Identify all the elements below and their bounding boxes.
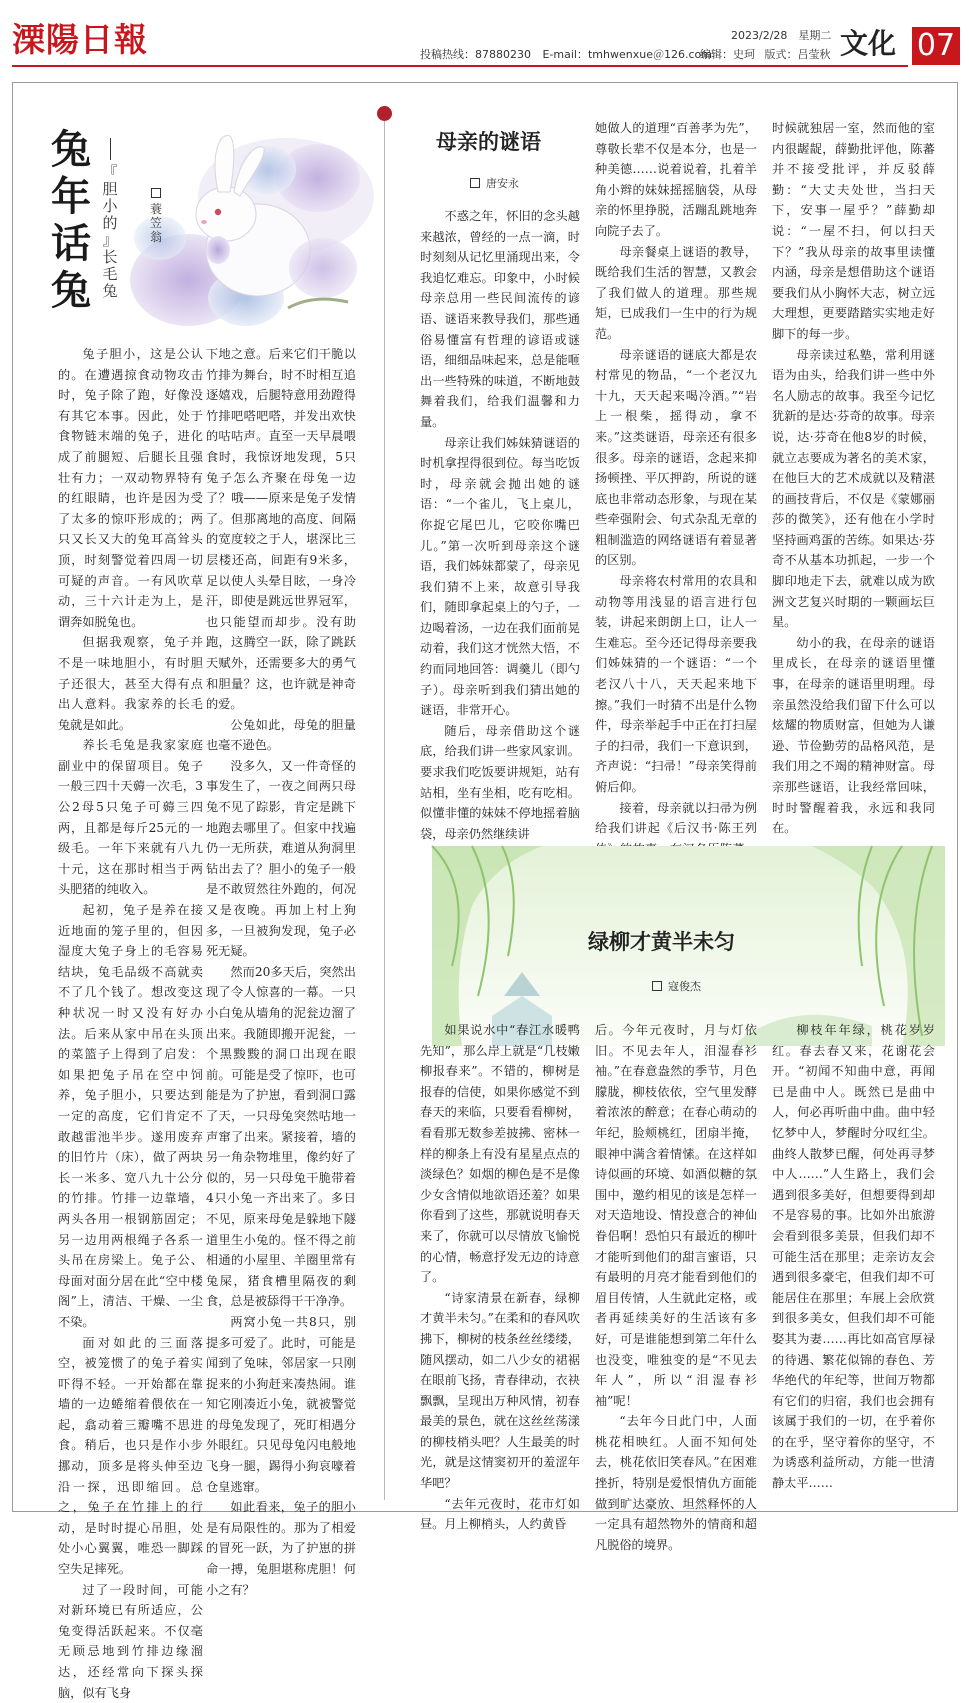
- paragraph: 母亲让我们姊妹猜谜语的时机拿捏得很到位。每当吃饭时，母亲就会抛出她的谜语：“一个雀儿，飞上桌儿，你捉它尾巴儿，它咬你嘴巴儿。”第一次听到母亲这个谜语，我们姊妹都蒙了，母亲见我们猜不上来，故意引导我们，随即拿起桌上的勺子，一边喝着汤，一边在我们面前晃动着，我们这才恍然大悟，不约而同地回答：调羹儿（即勺子）。母亲听到我们猜出她的谜语，非常开心。: [420, 435, 580, 718]
- editor-credits: [700, 46, 831, 62]
- section-name: 文化: [840, 27, 897, 60]
- paragraph: “去年元夜时，花市灯如昼。月上柳梢头，人约黄昏: [420, 1496, 580, 1532]
- article3-column-1: [420, 1020, 580, 1532]
- paragraph: 过了一段时间，可能对新环境已有所适应，公兔变得活跃起来。不仅毫无顾忌地到竹排边缘溜达，还经常向下探头探脑，似有飞身: [58, 1582, 203, 1700]
- paragraph: 接着，母亲就以扫帚为例给我们讲起《后汉书·陈王列: [595, 800, 757, 836]
- article1-column-1: [58, 344, 203, 1700]
- paragraph: 但据我观察，兔子并不是一味地胆小，有时胆子还很大，甚至大得有点出人意料。我家养的长毛兔就是如此。: [58, 635, 203, 732]
- paragraph: 母亲餐桌上谜语的教导，既给我们生活的智慧，又教会了我们做人的道理。那些规矩，已成我们一生中的行为规范。: [595, 244, 757, 341]
- author-name: 唐安永: [486, 177, 519, 190]
- paragraph: “去年今日此门中，人面桃花相映红。人面不知何处去，桃花依旧笑春风。”在困难挫折，特别是爱恨情仇方面能做到旷达豪放、坦然释怀的人一定具有超然物外的情商和超凡脱俗的境界。: [595, 1414, 757, 1552]
- newspaper-name: 溧陽日報: [12, 20, 148, 59]
- author-char: 笠: [149, 216, 162, 230]
- author-char: 蓑: [149, 202, 162, 216]
- article2-column-2: [595, 118, 757, 836]
- paragraph: 后。今年元夜时，月与灯依旧。不见去年人，泪湿春衫袖。”在春意盎然的季节，月色朦胧，柳枝依依，空气里发酵着浓浓的醉意；在春心萌动的年纪，脸颊桃红，团扇半掩，眼神中满含着情愫。在这样如诗似画的环境、如酒似糖的氛围中，邀约相见的该是怎样一对天造地设、情投意合的神仙眷侣啊！恐怕只有最近的柳叶才能听到他们的甜言蜜语，只有最明的月亮才能看到他们的眉目传情，人生就此定格，或者再延续美好的生活该有多好，可是谁能想到第二年什么也没变，唯独变的是“不见去年人”，所以“泪湿春衫袖”呢！: [595, 1023, 757, 1408]
- subtitle-char: 毛: [102, 265, 118, 283]
- author-char: 翁: [149, 230, 162, 244]
- paragraph: 然而20多天后，突然出现了令人惊喜的一幕。一只小白兔从墙角的泥瓮边溜了出来。我随即搬开泥瓮，一个黑黢黢的洞口出现在眼前。可能是受了惊吓，也可能是为了护崽，看到洞口露了天，一只母兔突然咕地一声窜了出来。紧接着，墙的另一角杂物堆里，像约好了似的，另一只母兔干脆带着4只小兔一齐出来了。多日不见，原来母兔是躲地下隧道里生小兔的。怪不得之前相通的小屋里、羊圈里常有兔屎，猪食槽里隔夜的剩食，总是被舔得干干净净。: [206, 964, 356, 1309]
- paragraph: 柳枝年年绿，桃花岁岁红。春去春又来，花谢花会开。“初闻不知曲中意，再闻已是曲中人。既然已是曲中人，何必再听曲中曲。曲中轻忆梦中人，梦醒时分叹红尘。曲终人散梦已醒，何处再寻梦中人……”人生路上，我们会遇到很多美好，但想要得到却不是容易的事。比如外出旅游会看到很多美景，但我们却不可能生活在那里；走亲访友会遇到很多豪宅，但我们却不可能居住在那里；车展上会欣赏到很多美女，但我们却不可能娶其为妻……再比如高官厚禄的待遇、繁花似锦的春色、芳华绝代的年纪等，世间万物都有它们的归宿，我们也会拥有该属于我们的一切，在乎着你的在乎，坚守着你的坚守，不为诱惑利益所动，方能一世清静太平……: [772, 1023, 935, 1491]
- paragraph: 没多久，又一件奇怪的事发生了，一夜之间两只母兔不见了踪影，肯定是跳下地跑去哪里了。但家中找遍仍一无所获，难道从狗洞里钻出去了？胆小的兔子一般是不敢贸然往外跑的，何况又是夜晚。再加上村上狗多，一旦被狗发现，兔子必死无疑。: [206, 758, 356, 959]
- article3-column-2: [595, 1020, 757, 1552]
- issue-date: 2023/2/28 星期二: [731, 29, 832, 42]
- paragraph: 养长毛兔是我家家庭副业中的保留项目。兔子一般三四十天薅一次毛，3公2母5只兔子可薅三四两，且都是每斤25元的一级毛。一年下来就有八九十元，这在那时相当于两头肥猪的纯收入。: [58, 738, 203, 897]
- subtitle-char: 』: [102, 231, 118, 249]
- paragraph: 时候就独居一室，然而他的室内很龌龊，薛勤批评他，陈蕃并不接受批评，并反驳薛勤：“大丈夫处世，当扫天下，安事一屋乎？”薛勤却说：“一屋不扫，何以扫天下？”我从母亲的故事里读懂内涵，母亲是想借助这个谜语要我们从小胸怀大志，树立远大理想，更要踏踏实实地走好脚下的每一步。: [772, 121, 935, 341]
- article-title-rabbit: [46, 126, 96, 314]
- paragraph: 不惑之年，怀旧的念头越来越浓，曾经的一点一滴，时时刻刻从记忆里涌现出来，令我追忆难忘。印象中，小时候母亲总用一些民间流传的谚语、谜语来教导我们，那些通俗易懂富有哲理的谚语或谜语，细细品味起来，总是能咂出一些特殊的味道，不断地鼓舞着我们，给我们温馨和力量。: [420, 209, 580, 429]
- subtitle-char: 胆: [102, 180, 118, 198]
- title-char: 年: [51, 173, 91, 220]
- editor: 编辑：史珂: [700, 48, 755, 61]
- paragraph: 面对如此的三面落空，被笼惯了的兔子着实吓得不轻。一开始都在靠墙的一边蜷缩着偎依在一起，翕动着三瓣嘴不思进食。稍后，也只是作小步挪动，顶多是将头伸至边沿一探，迅即缩回。总之，兔子在竹排上的行动，是时时提心吊胆，处处小心翼翼，唯恐一脚踩空失足摔死。: [58, 1335, 203, 1577]
- byline-box-icon: [470, 178, 480, 188]
- email: E-mail：tmhwenxue＠126.com: [542, 48, 712, 61]
- byline-box-icon: [652, 981, 662, 991]
- paragraph: 两窝小兔一共8只，别提多可爱了。此时，可能是闻到了兔味，邻居家一只刚捉来的小狗赶来凑热闹。谁知它刚凑近小兔，就被警觉的母兔发现了，死盯相遇分外眼红。只见母兔闪电般地飞身一腿，踢得小狗哀嚎着仓皇逃窜。: [206, 1314, 356, 1494]
- byline-willow: [652, 978, 701, 994]
- subtitle-char: 的: [102, 214, 118, 232]
- article2-column-1: [420, 206, 580, 841]
- article-divider: [384, 110, 385, 1500]
- paragraph: 她做人的道理“百善孝为先”，尊敬长辈不仅是本分，也是一种美德……说着说着，扎着羊角小辫的妹妹摇摇脑袋，从母亲的怀里挣脱，活蹦乱跳地奔向院子去了。: [595, 121, 757, 238]
- masthead-rule: [12, 65, 908, 67]
- article3-column-3: [772, 1020, 935, 1504]
- paragraph: 起初，兔子是养在接近地面的笼子里的，但因湿度大兔子身上的毛容易结块，兔毛品级不高就卖不了几个钱了。想改变这种状况一时又没有好办法。后来从家中吊在头顶的菜篮子上得到了启发：如果把兔子吊在空中饲养，兔子胆小，只要达到一定的高度，它们肯定不敢越雷池半步。遂用废弃的旧竹片（床），做了两块长一米多、宽八九十公分的竹排。竹排一边靠墙，两头各用一根钢筋固定；另一边用两根绳子各系一头吊在房梁上。兔子公、母面对面分居在此“空中楼阁”上，清洁、干燥、一尘不染。: [58, 903, 203, 1329]
- paragraph: 兔子胆小，这是公认的。在遭遇掠食动物攻击时，兔子除了跑，好像没有其它本事。因此，处于食物链末端的兔子，进化成了前腿短、后腿长且强壮有力；一双动物界特有的红眼睛，也许是因为受了太多的惊吓形成的；两只又长又大的兔耳高耸头顶，时刻警觉着四周一切可疑的声音。一有风吹草动，三十六计走为上，是谓奔如脱兔也。: [58, 347, 203, 629]
- paragraph: 如此看来，兔子的胆小是有局限性的。那为了相爱的冒死一跃，为了护崽的拼命一搏，兔胆堪称虎胆！何小之有？: [206, 1500, 356, 1597]
- layout-credit: 版式：吕莹秋: [764, 48, 831, 61]
- title-char: 兔: [51, 126, 91, 173]
- subtitle-char: 『: [102, 163, 118, 181]
- paragraph: “诗家清景在新春，绿柳才黄半未匀。”在柔和的春风吹拂下，柳树的枝条丝丝缕缕，随风摆动，如二八少女的裙裾在眼前飞扬，青春律动，衣袂飘飘，呈现出万种风情，初春最美的景色，就在这丝丝荡漾的柳枝梢头吧？人生最美的时光，就是这情窦初开的羞涩年华吧？: [420, 1290, 580, 1491]
- byline-box-icon: [151, 188, 161, 198]
- subtitle-char: 兔: [102, 282, 118, 300]
- article-title-mother: 母亲的谜语: [436, 129, 541, 154]
- byline-rabbit: [148, 188, 164, 244]
- paragraph: 母亲谜语的谜底大都是农村常见的物品，“一个老汉九十九，天天起来喝冷酒。”“岩上一根柴，摇得动，拿不来。”这类谜语，母亲还有很多很多。母亲的谜语，念起来抑扬顿挫、平仄押韵，所说的谜底也非常动态形象，与现在某些牵强附会、句式杂乱无章的粗制滥造的网络谜语有着显著的区别。: [595, 347, 757, 568]
- subtitle-char: 小: [102, 197, 118, 215]
- article-subtitle-rabbit: [100, 138, 120, 300]
- hotline: 投稿热线：87880230: [420, 48, 531, 61]
- subtitle-char: 长: [102, 248, 118, 266]
- paragraph: 母亲将农村常用的农具和动物等用浅显的语言进行包装，讲起来朗朗上口，让人一生难忘。至今还记得母亲要我们姊妹猜的一个谜语：“一个老汉八十八，天天起来地下擦。”我们一时猜不出是什么物件，母亲举起手中正在打扫屋子的扫帚，我们一下意识到，齐声说：“扫帚！”母亲笑得前俯后仰。: [595, 574, 757, 794]
- subtitle-dash: [110, 138, 111, 160]
- page-number: 07: [912, 27, 960, 65]
- paragraph: 母亲读过私塾，常利用谜语为由头，给我们讲一些中外名人励志的故事。我至今记忆犹新的是达·芬奇的故事。母亲说，达·芬奇在他8岁的时候，就立志要成为著名的美术家，在他巨大的艺术成就以及精湛的画技背后，不仅是《蒙娜丽莎的微笑》，还有他在小学时坚持画鸡蛋的苦练。如果达·芬奇不从基本功抓起，一步一个脚印地走下去，就难以成为欧洲文艺复兴时期的一颗画坛巨星。: [772, 347, 935, 630]
- paragraph: 随后，母亲借助这个谜底，给我们讲一些家风家训。要求我们吃饭要讲规矩，站有站相，坐有坐相，吃有吃相。似懂非懂的妹妹不停地摇着脑袋，母亲仍然继续讲: [420, 723, 580, 841]
- title-char: 话: [51, 220, 91, 267]
- article1-column-2: [206, 344, 356, 1597]
- byline-mother: [470, 175, 519, 191]
- paragraph: 幼小的我，在母亲的谜语里成长，在母亲的谜语里懂事，在母亲的谜语里明理。母亲虽然没给我们留下什么可以炫耀的物质财富，但她为人谦逊、节俭勤劳的品格风范，是我们用之不竭的精神财富。母亲那些谜语，让我经常回味，时时警醒着我，永远和我同在。: [772, 635, 935, 836]
- paragraph: 公兔如此，母兔的胆量也毫不逊色。: [206, 717, 356, 753]
- article2-column-3: [772, 118, 935, 836]
- contact-line: [420, 46, 720, 62]
- title-char: 兔: [51, 267, 91, 314]
- paragraph: 下地之意。后来它们干脆以竹排为舞台，时不时相互追逐嬉戏，后腿特意用劲蹬得竹排吧嗒吧嗒，并发出欢快的咕咕声。直至一天早晨喂食时，我惊讶地发现，5只兔子怎么齐聚在母兔一边了？哦——原来是兔子发情了。但那离地的高度、间隔的宽度较之于人，堪深比三层楼还高，间距有9米多，足以使人头晕目眩，一身冷汗，即使是跳远世界冠军，也只能望而却步。没有助跑，这腾空一跃，除了跳跃天赋外，还需要多大的勇气和胆量？这，也许就是神奇的爱。: [206, 347, 356, 712]
- article-title-willow: 绿柳才黄半未匀: [588, 929, 735, 954]
- masthead: [0, 0, 969, 76]
- paragraph: 如果说水中“春江水暖鸭先知”，那么岸上就是“几枝嫩柳报春来”。不错的，柳树是报春的信使，如果你感觉不到春天的来临，只要看看柳树，看看那无数参差披拂、密林一样的柳条上有没有星星点点的淡绿色？如烟的柳色是不是像少女含情似地欲语还羞？如果你看到了这些，那就说明春天来了，你就可以尽情放飞愉悦的心情，畅意抒发无边的诗意了。: [420, 1023, 580, 1285]
- author-name: 寇俊杰: [668, 980, 701, 993]
